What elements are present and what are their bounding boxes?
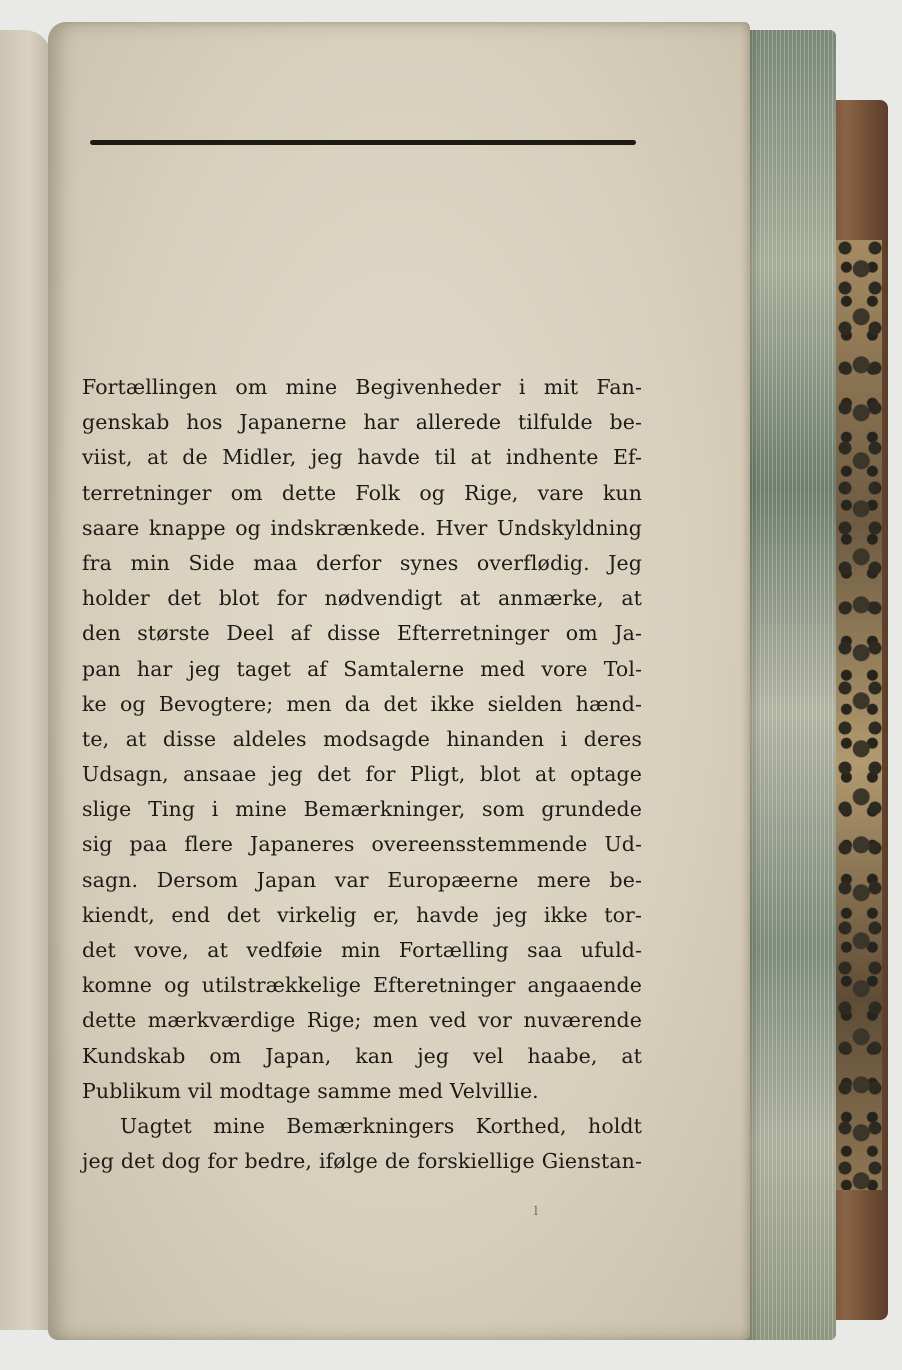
text-line: det vove, at vedføie min Fortælling saa ufuld- bbox=[82, 938, 642, 962]
header-rule bbox=[90, 140, 636, 145]
text-line: viist, at de Midler, jeg havde til at indhente Ef- bbox=[82, 445, 642, 470]
text-line: Fortællingen om mine Begivenheder i mit Fan- bbox=[82, 375, 642, 399]
page-text bbox=[82, 370, 642, 1179]
left-facing-page bbox=[0, 30, 52, 1330]
text-line: holder det blot for nødvendigt at anmærke, at bbox=[82, 586, 642, 611]
text-line: ke og Bevogtere; men da det ikke sielden hænd- bbox=[82, 691, 642, 716]
text-line: sig paa flere Japaneres overeensstemmende Ud- bbox=[82, 832, 642, 857]
text-line: jeg det dog for bedre, ifølge de forskiellige Gienstan- bbox=[82, 1149, 642, 1174]
text-line: Publikum vil modtage samme med Velvillie. bbox=[82, 1078, 539, 1103]
text-line: sagn. Dersom Japan var Europæerne mere be- bbox=[82, 867, 642, 892]
text-line: kiendt, end det virkelig er, havde jeg ikke tor- bbox=[82, 902, 642, 927]
text-line: Uagtet mine Bemærkningers Korthed, holdt bbox=[120, 1113, 642, 1138]
text-line: pan har jeg taget af Samtalerne med vore Tol- bbox=[82, 656, 642, 681]
text-line: Kundskab om Japan, kan jeg vel haabe, at bbox=[82, 1043, 642, 1068]
text-line: terretninger om dette Folk og Rige, vare kun bbox=[82, 480, 642, 505]
text-line: genskab hos Japanerne har allerede tilfulde be- bbox=[82, 410, 642, 435]
text-line: slige Ting i mine Bemærkninger, som grundede bbox=[82, 797, 642, 822]
page-mark: l bbox=[534, 1204, 538, 1218]
text-line: dette mærkværdige Rige; men ved vor nuværende bbox=[82, 1008, 642, 1033]
text-line: Udsagn, ansaae jeg det for Pligt, blot at optage bbox=[82, 762, 642, 787]
text-line: den største Deel af disse Efterretninger om Ja- bbox=[82, 621, 642, 646]
text-line: komne og utilstrækkelige Efteretninger angaaende bbox=[82, 973, 642, 998]
text-line: te, at disse aldeles modsagde hinanden i deres bbox=[82, 726, 642, 751]
marbled-cover-panel bbox=[836, 240, 882, 1190]
text-line: saare knappe og indskrænkede. Hver Undskyldning bbox=[82, 515, 642, 540]
text-line: fra min Side maa derfor synes overflødig. Jeg bbox=[82, 550, 642, 575]
